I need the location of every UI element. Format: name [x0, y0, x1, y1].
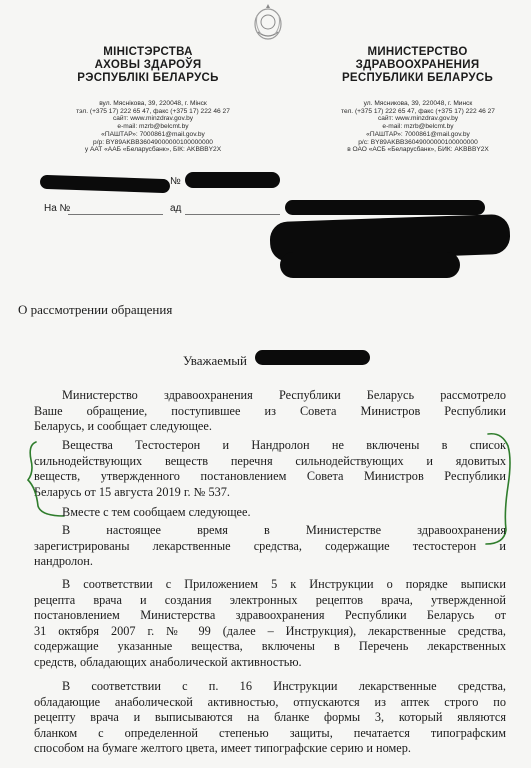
incoming-ref-label: На №: [44, 203, 71, 214]
header-right-title: МИНИСТЕРСТВО ЗДРАВООХРАНЕНИЯ РЕСПУБЛИКИ БЕЛАРУСЬ: [341, 46, 494, 84]
paragraph-3: [34, 505, 506, 521]
salutation: Уважаемый: [183, 353, 247, 368]
paragraph-line: Беларусь от 15 августа 2019 г. № 537.: [34, 484, 230, 499]
paragraph-5: [34, 577, 506, 670]
paragraph-line: зарегистрированы лекарственные средства, содержащие тестостерон и: [34, 538, 506, 553]
paragraph-line: обладающие анаболической активностью, отпускаются из аптек строго по: [34, 694, 506, 709]
paragraph-line: постановлением Министерства здравоохранения Республики Беларусь от: [34, 608, 506, 622]
paragraph-line: сильнодействующих веществ перечня сильнодействующих и ядовитых: [34, 453, 506, 468]
redaction-date: [40, 175, 170, 194]
header-left-address: вул. Мяснікова, 39, 220048, г. Мінск тэл. (+375 17) 222 65 47, факс (+375 17) 222 46 27 сайт: www.minzdrav.gov.by e-mail: mzrb@belcmt.by «ПАШТАР»: 7000861@mail.gov.by р/р: BY89AKBB36049000000100000000 у ААТ «ААБ «Беларусбанк», БІК: AKBBBY2X: [76, 100, 230, 154]
paragraph-line: рецепту врача и выписываются на бланке формы 3, который являются: [34, 710, 506, 724]
paragraph-2-highlighted: [34, 438, 506, 500]
letter-subject: О рассмотрении обращения: [18, 302, 173, 317]
paragraph-line: В соответствии с п. 16 Инструкции лекарственные средства,: [62, 679, 506, 693]
paragraph-line: способом на бумаге желтого цвета, имеет типографские серию и номер.: [34, 741, 411, 755]
redaction-addressee-1: [285, 200, 485, 215]
paragraph-4: [34, 523, 506, 570]
paragraph-line: Министерство здравоохранения Республики Беларусь рассмотрело: [62, 388, 506, 402]
paragraph-line: Ваше обращение, поступившее из Совета Министров Республики: [34, 403, 506, 418]
paragraph-line: Беларусь, и сообщает следующее.: [34, 419, 212, 433]
state-emblem: [252, 2, 284, 42]
header-left-title: МІНІСТЭРСТВА АХОВЫ ЗДАРОЎЯ РЭСПУБЛІКІ БЕЛАРУСЬ: [77, 46, 219, 84]
paragraph-line: содержащие указанные вещества, включены в Перечень лекарственных: [34, 639, 506, 653]
redaction-name: [255, 350, 370, 365]
redaction-addressee-3: [280, 252, 460, 278]
number-sign: №: [170, 176, 181, 187]
incoming-ref-date-label: ад: [170, 203, 182, 214]
paragraph-line: Вещества Тестостерон и Нандролон не включены в список: [62, 438, 506, 452]
paragraph-line: рецепта врача и создания электронных рецептов врача, утвержденной: [34, 592, 506, 607]
redaction-number: [185, 172, 280, 188]
paragraph-line: Вместе с тем сообщаем следующее.: [62, 505, 251, 519]
paragraph-line: В соответствии с Приложением 5 к Инструкции о порядке выписки: [62, 577, 506, 591]
incoming-ref-number-line: [68, 214, 163, 215]
paragraph-line: нандролон.: [34, 554, 93, 568]
paragraph-6: [34, 679, 506, 757]
paragraph-line: бланком с определенной степенью защиты, печатается типографским: [34, 725, 506, 740]
paragraph-1: [34, 388, 506, 435]
header-right-address: ул. Мясникова, 39, 220048, г. Минск тел. (+375 17) 222 65 47, факс (+375 17) 222 46 27 сайт: www.minzdrav.gov.by e-mail: mzrb@belcmt.by «ПАШТАР»: 7000861@mail.gov.by р/с: BY89AKBB36049000000100000000 в ОАО «АСБ «Беларусбанк», БИК: AKBBBY2X: [341, 100, 495, 154]
paragraph-line: средств, обладающих анаболической активностью.: [34, 654, 302, 669]
paragraph-line: веществ, утвержденного постановлением Совета Министров Республики: [34, 469, 506, 483]
paragraph-line: 31 октября 2007 г. № 99 (далее – Инструкция), лекарственные средства,: [34, 623, 506, 638]
incoming-ref-date-line: [185, 214, 280, 215]
paragraph-line: В настоящее время в Министерстве здравоохранения: [62, 523, 506, 537]
